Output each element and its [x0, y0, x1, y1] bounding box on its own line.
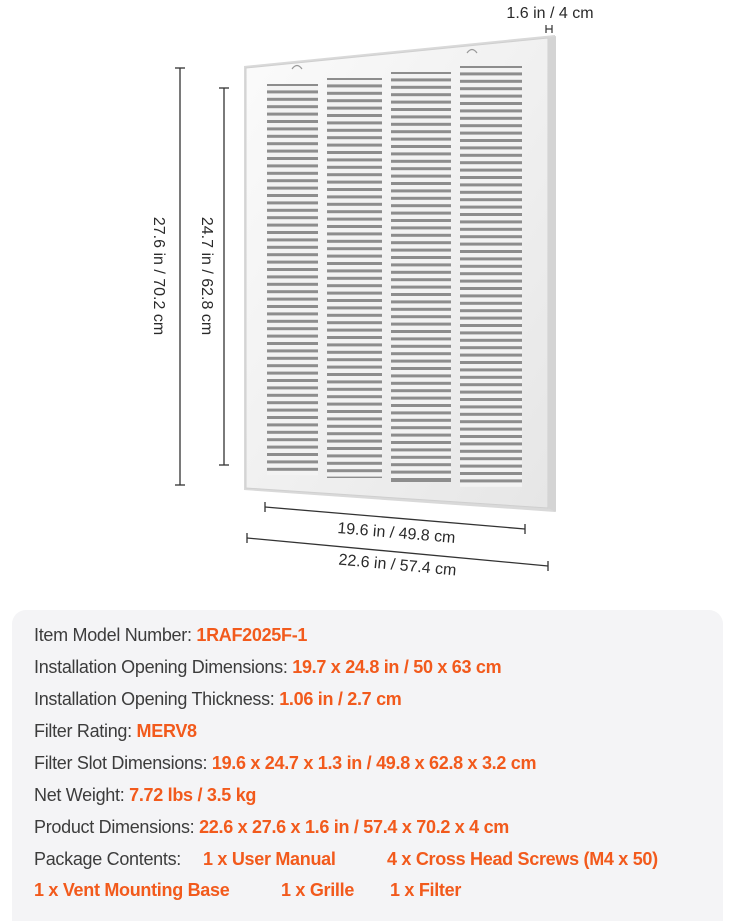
inner-height-line [219, 88, 229, 465]
package-item: 4 x Cross Head Screws (M4 x 50) [387, 849, 658, 869]
spec-model-number [34, 625, 307, 646]
spec-package-contents [34, 849, 181, 870]
spec-label: Filter Slot Dimensions: [34, 753, 212, 773]
spec-value: 1RAF2025F-1 [196, 625, 308, 645]
spec-value: 1.06 in / 2.7 cm [279, 689, 402, 709]
spec-label: Installation Opening Dimensions: [34, 657, 293, 677]
spec-value: 19.7 x 24.8 in / 50 x 63 cm [292, 657, 502, 677]
spec-label: Package Contents: [34, 849, 181, 869]
spec-opening-thickness [34, 689, 402, 710]
inner-width-label: 19.6 in / 49.8 cm [336, 520, 457, 547]
outer-height-label: 27.6 in / 70.2 cm [150, 216, 167, 336]
spec-product-dimensions [34, 817, 509, 838]
package-item: 1 x Vent Mounting Base [34, 880, 230, 900]
outer-height-line [175, 68, 185, 485]
spec-value: 7.72 lbs / 3.5 kg [129, 785, 257, 805]
package-item: 1 x User Manual [203, 849, 336, 869]
spec-value: 22.6 x 27.6 x 1.6 in / 57.4 x 70.2 x 4 cm [199, 817, 510, 837]
spec-value: MERV8 [136, 721, 197, 741]
spec-label: Installation Opening Thickness: [34, 689, 280, 709]
spec-label: Product Dimensions: [34, 817, 200, 837]
package-item: 1 x Filter [390, 880, 462, 900]
depth-label: 1.6 in / 4 cm [506, 5, 594, 22]
inner-height-label: 24.7 in / 62.8 cm [198, 216, 215, 336]
spec-opening-dimensions [34, 657, 501, 678]
louver-columns [267, 66, 522, 487]
spec-filter-slot-dimensions [34, 753, 536, 774]
grille-image [244, 35, 556, 512]
spec-value: 19.6 x 24.7 x 1.3 in / 49.8 x 62.8 x 3.2 cm [211, 753, 537, 773]
depth-marker [546, 25, 552, 33]
spec-label: Filter Rating: [34, 721, 137, 741]
spec-label: Item Model Number: [34, 625, 197, 645]
outer-width-label: 22.6 in / 57.4 cm [337, 551, 458, 580]
spec-filter-rating [34, 721, 197, 742]
specifications-panel [12, 610, 723, 921]
package-item: 1 x Grille [281, 880, 355, 900]
spec-net-weight [34, 785, 256, 806]
spec-label: Net Weight: [34, 785, 130, 805]
